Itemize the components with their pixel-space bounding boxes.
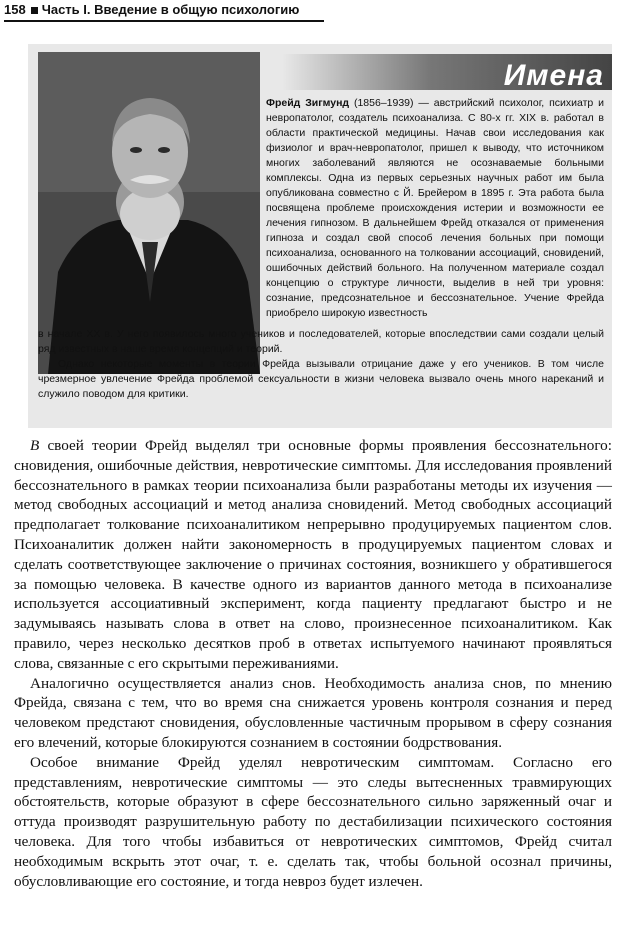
page-number: 158	[4, 2, 26, 17]
bio-lower-text	[38, 327, 604, 402]
bio-upper: (1856–1939) — австрийский психолог, психиатр и невропатолог, создатель психоанализа. С 80-х гг. XIX в. работал в области практической медицины. Начав свои исследования как физиолог и врач-невропатолог, пришел к выводу, что источником многих заболеваний являются не осознаваемые больными комплексы. Одна из первых серьезных научных работ им была опубликована совместно с Й. Брейером в 1895 г. Эта работа была посвящена проблеме происхождения истерии и возможности ее лечения гипнозом. В дальнейшем Фрейд отказался от применения гипноза и создал свой способ лечения больных при помощи психоанализа, основанного на толковании ассоциаций, сновидений, ошибочных действий больного. На полученном материале создал концепцию о структуре личности, выделив в ней три уровня: сознание, предсознательное и бессознательное. Учение Фрейда приобрело широкую известность	[266, 97, 604, 319]
paragraph-1	[14, 436, 612, 674]
names-sidebar	[28, 44, 612, 428]
paragraph-1-text: своей теории Фрейд выделял три основные формы проявления бессознательного: сновидения, ошибочные действия, невротические симптомы. Для исследования проявлений бессознательного в рамках теории психоанализа были разработаны методы их изучения — метод свободных ассоциаций и метод анализа сновидений. Метод свободных ассоциаций предполагает толкование психоаналитиком непрерывно продуцируемых пациентом слов. Психоаналитик должен найти закономерность в продуцируемых пациентом словах и сделать соответствующее заключение о причинах состояния, возникшего у обратившегося за помощью человека. В качестве одного из вариантов данного метода в психоанализе используется ассоциативный эксперимент, когда пациенту предлагают быстро и не задумываясь называть слова в ответ на слово, произнесенное психоаналитиком. Как правило, через несколько десятков проб в ответах испытуемого начинают проявляться слова, связанные с его скрытыми переживаниями.	[14, 437, 612, 672]
running-header	[4, 2, 612, 18]
paragraph-3: Особое внимание Фрейд уделял невротическим симптомам. Согласно его представлениям, невротические симптомы — это следы вытесненных травмирующих обстоятельств, которые образуют в сфере бессознательного сильно заряженный очаг и оттуда производят разрушительную работу по дестабилизации психического состояния человека. Для того чтобы избавиться от невротических симптомов, Фрейд считал необходимым вскрыть этот очаг, т. е. сделать так, чтобы больной осознал причины, обусловливающие его состояние, и тогда невроз будет излечен.	[14, 753, 612, 890]
main-text	[14, 436, 612, 891]
paragraph-2: Аналогично осуществляется анализ снов. Необходимость анализа снов, по мнению Фрейда, связана с тем, что во время сна снижается уровень контроля сознания и перед человеком предстают сновидения, обусловленные частичным прорывом в сферу сознания его влечений, которые блокируются сознанием в состоянии бодрствования.	[14, 674, 612, 751]
bio-lower: в начале XX в. У него появилось много учеников и последователей, которые впоследствии сами создали целый ряд известных в наше время концепций и теорий.	[38, 328, 604, 355]
header-rule	[4, 20, 324, 22]
portrait-photo	[38, 52, 260, 374]
names-banner	[282, 54, 612, 90]
bio-upper-text	[266, 96, 604, 321]
bio-para2: Однако некоторые моменты в теории Фрейда вызывали отрицание даже у его учеников. В том числе чрезмерное увлечение Фрейда проблемой сексуальности в жизни человека вызвало очень много нареканий и служило поводом для критики.	[38, 358, 604, 400]
paragraph-1-lead: В	[30, 437, 40, 454]
portrait-illustration	[38, 52, 260, 374]
section-title: Часть I. Введение в общую психологию	[41, 2, 300, 17]
square-bullet-icon	[31, 7, 38, 14]
person-name: Фрейд Зигмунд	[266, 97, 350, 109]
names-title: Имена	[503, 59, 604, 92]
